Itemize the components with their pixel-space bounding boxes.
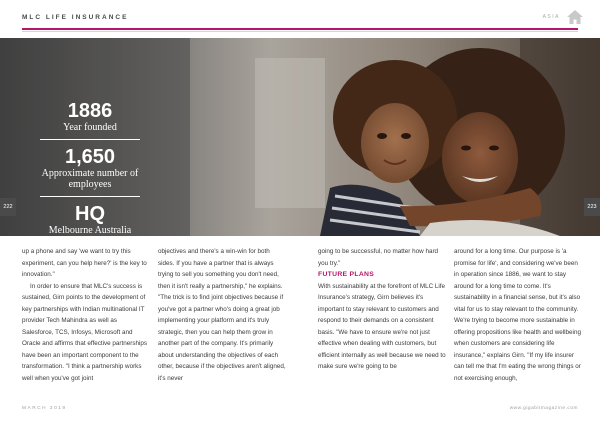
article-body — [22, 246, 581, 396]
paragraph: In order to ensure that MLC's success is sustained, Girn points to the development of key partnerships with Indian multinational IT provider Tech Mahindra as well as Salesforce, TCS, Infosys, Microsoft and Oracle and affirms that effective partnerships have been an important component to the transformation. "I think a partnership works well when you've got joint — [22, 282, 148, 382]
fact-number-hq: HQ — [75, 203, 105, 225]
article-column-4 — [454, 246, 582, 384]
fact-label-employees: Approximate number of employees — [41, 168, 139, 190]
section-subheading: FUTURE PLANS — [318, 271, 375, 278]
page-number-right: 223 — [584, 198, 600, 216]
fact-divider — [40, 196, 140, 197]
article-column-3 — [318, 246, 446, 373]
magazine-section-title: MLC LIFE INSURANCE — [22, 14, 129, 21]
article-column-1 — [22, 246, 150, 384]
fact-divider — [40, 139, 140, 140]
fact-label-hq: Melbourne Australia — [48, 225, 132, 236]
website-link[interactable]: www.gigabitmagazine.com — [509, 406, 578, 411]
fact-number-founded: 1886 — [67, 100, 113, 122]
region-label: ASIA — [542, 14, 560, 20]
paragraph: around for a long time. Our purpose is 'a promise for life', and considering we've been in operation since 1886, we want to stay around for a long time to come. It's sustainability in a financial sense, but it's also vital for us to stay relevant to the community. We're trying to become more sustainable in offering propositions like health and wellbeing when customers are considering life insurance," explains Girn. "If my life insurer can tell me that I'm eating the wrong things or not exercising enough, — [454, 248, 581, 382]
header-divider — [22, 31, 578, 32]
issue-date: MARCH 2019 — [22, 406, 67, 411]
article-column-2 — [158, 246, 286, 384]
paragraph: With sustainability at the forefront of MLC Life Insurance's strategy, Girn believes it's important to stay relevant to customers and respond to their demands on a consistent basis. "We have to ensure we're not just effective when dealing with customers, but efficient internally as well because we need to make sure we're going to be — [318, 282, 446, 370]
paragraph: going to be successful, no matter how hard you try." — [318, 248, 439, 267]
paragraph: objectives and there's a win-win for both sides. If you have a partner that is always trying to sell you something you don't need, then it isn't really a partnership," he explains. "The trick is to find joint objectives because if you've got a partner who's doing a great job implementing your platform and it's truly strategic, then you can help them grow in another part of the company. It's primarily about understanding the objectives of each other, because if the objectives aren't aligned, it's never — [158, 248, 286, 382]
page-number-left: 222 — [0, 198, 16, 216]
fact-label-founded: Year founded — [63, 122, 117, 133]
hero-image — [0, 38, 600, 236]
paragraph: up a phone and say 'we want to try this experiment, can you help here?' is the key to innovation." — [22, 248, 147, 278]
home-icon[interactable] — [566, 9, 584, 25]
page-header — [0, 0, 600, 36]
header-accent-rule — [22, 28, 578, 30]
company-facts-panel — [38, 100, 142, 236]
fact-number-employees: 1,650 — [64, 146, 116, 168]
